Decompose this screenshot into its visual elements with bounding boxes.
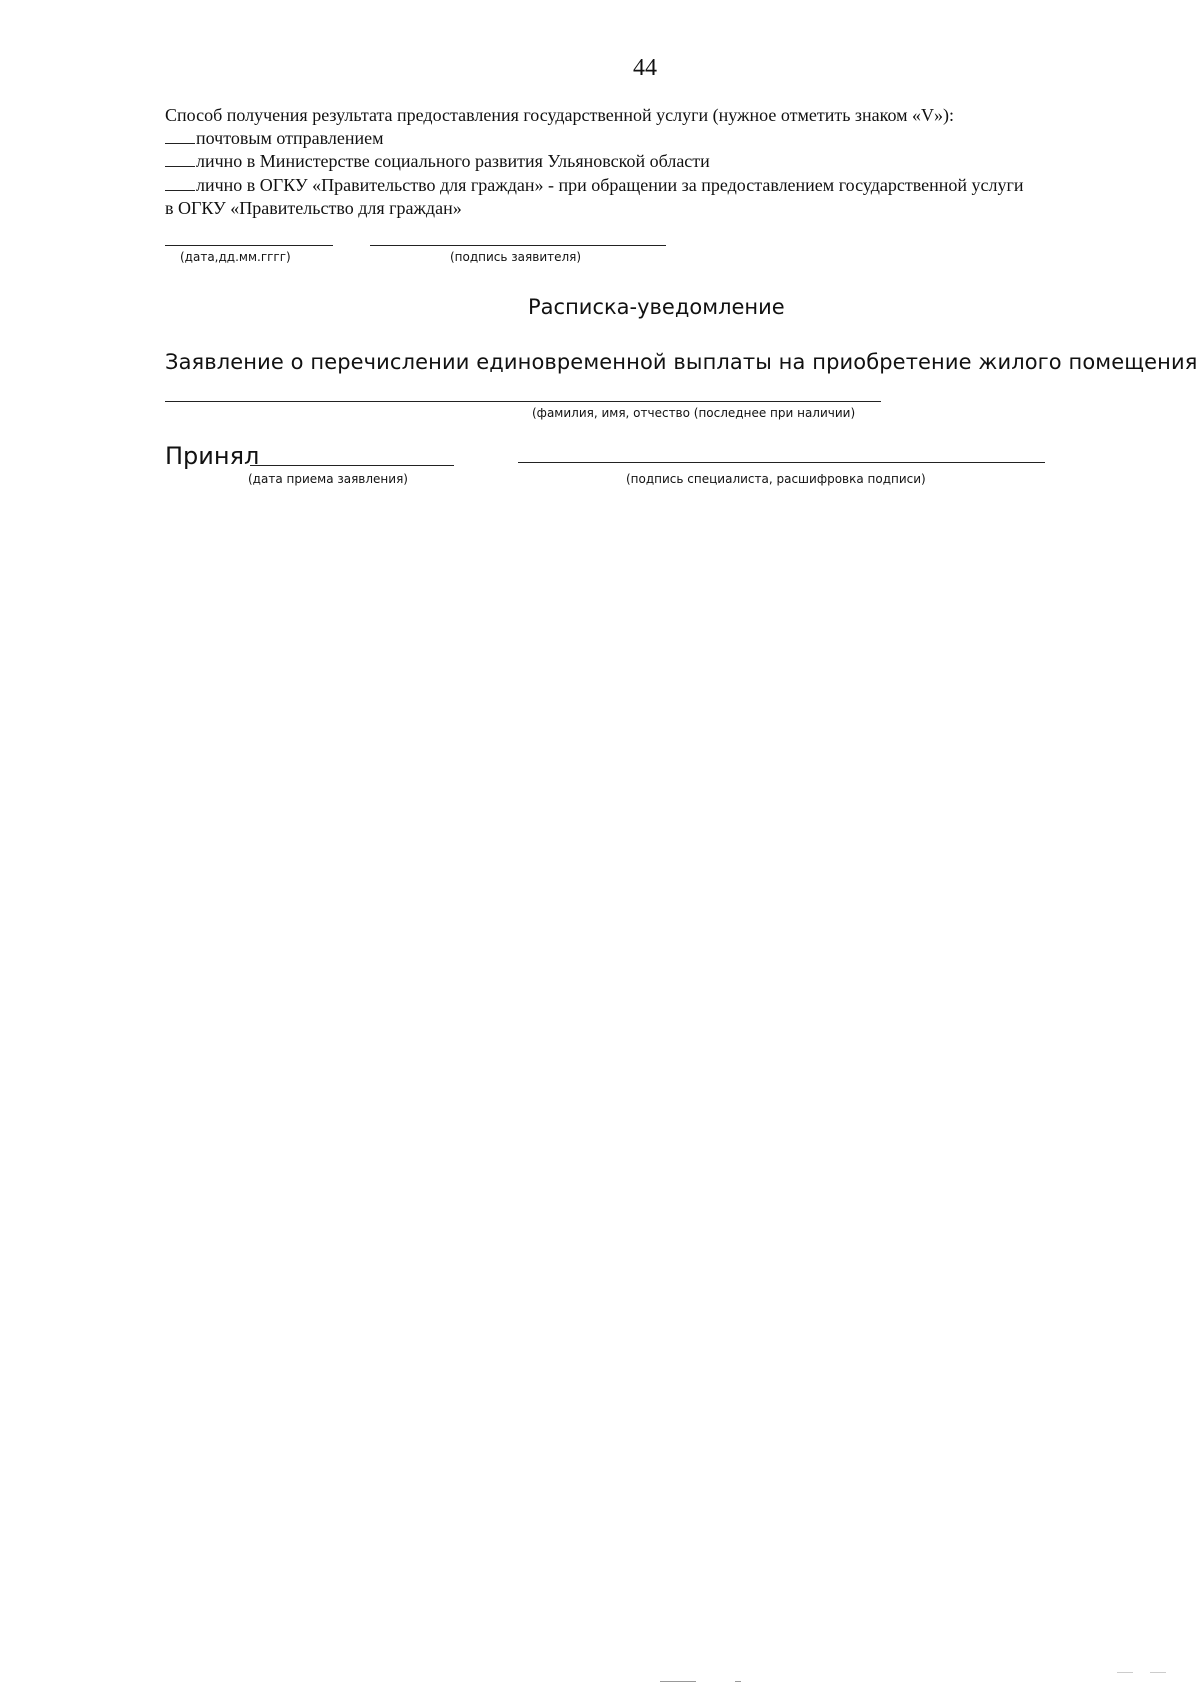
- accepted-label: Принял: [165, 442, 260, 470]
- scan-artifact: [660, 1681, 696, 1682]
- accept-date-caption: (дата приема заявления): [248, 472, 408, 486]
- date-field-line[interactable]: [165, 245, 333, 246]
- checkbox-blank-line[interactable]: [165, 150, 195, 167]
- applicant-signature-line[interactable]: [370, 245, 666, 246]
- option-ogku-continuation: в ОГКУ «Правительство для граждан»: [165, 198, 462, 218]
- receipt-subject: Заявление о перечислении единовременной выплаты на приобретение жилого помещения: [165, 350, 1198, 374]
- option-ogku-label: лично в ОГКУ «Правительство для граждан» - при обращении за предоставлением государственной услуги: [196, 175, 1024, 195]
- date-caption: (дата,дд.мм.гггг): [180, 250, 291, 264]
- option-ministry[interactable]: [165, 150, 710, 172]
- option-postal-label: почтовым отправлением: [196, 128, 384, 148]
- checkbox-blank-line[interactable]: [165, 127, 195, 144]
- delivery-method-intro: Способ получения результата предоставления государственной услуги (нужное отметить знаком «V»):: [165, 105, 955, 125]
- scan-artifact: [735, 1681, 741, 1682]
- option-ministry-label: лично в Министерстве социального развития Ульяновской области: [196, 151, 710, 171]
- specialist-signature-line[interactable]: [518, 462, 1045, 463]
- scan-artifact: [1150, 1672, 1166, 1673]
- specialist-caption: (подпись специалиста, расшифровка подписи): [626, 472, 926, 486]
- fio-caption: (фамилия, имя, отчество (последнее при наличии): [532, 406, 856, 420]
- page-number: 44: [633, 55, 657, 81]
- checkbox-blank-line[interactable]: [165, 174, 195, 191]
- signature-caption: (подпись заявителя): [450, 250, 582, 264]
- option-postal[interactable]: [165, 127, 383, 149]
- option-ogku[interactable]: [165, 174, 1023, 196]
- receipt-title: Расписка-уведомление: [528, 295, 785, 319]
- fio-field-line[interactable]: [165, 401, 881, 402]
- accept-date-line[interactable]: [250, 465, 454, 466]
- scan-artifact: [1117, 1672, 1133, 1673]
